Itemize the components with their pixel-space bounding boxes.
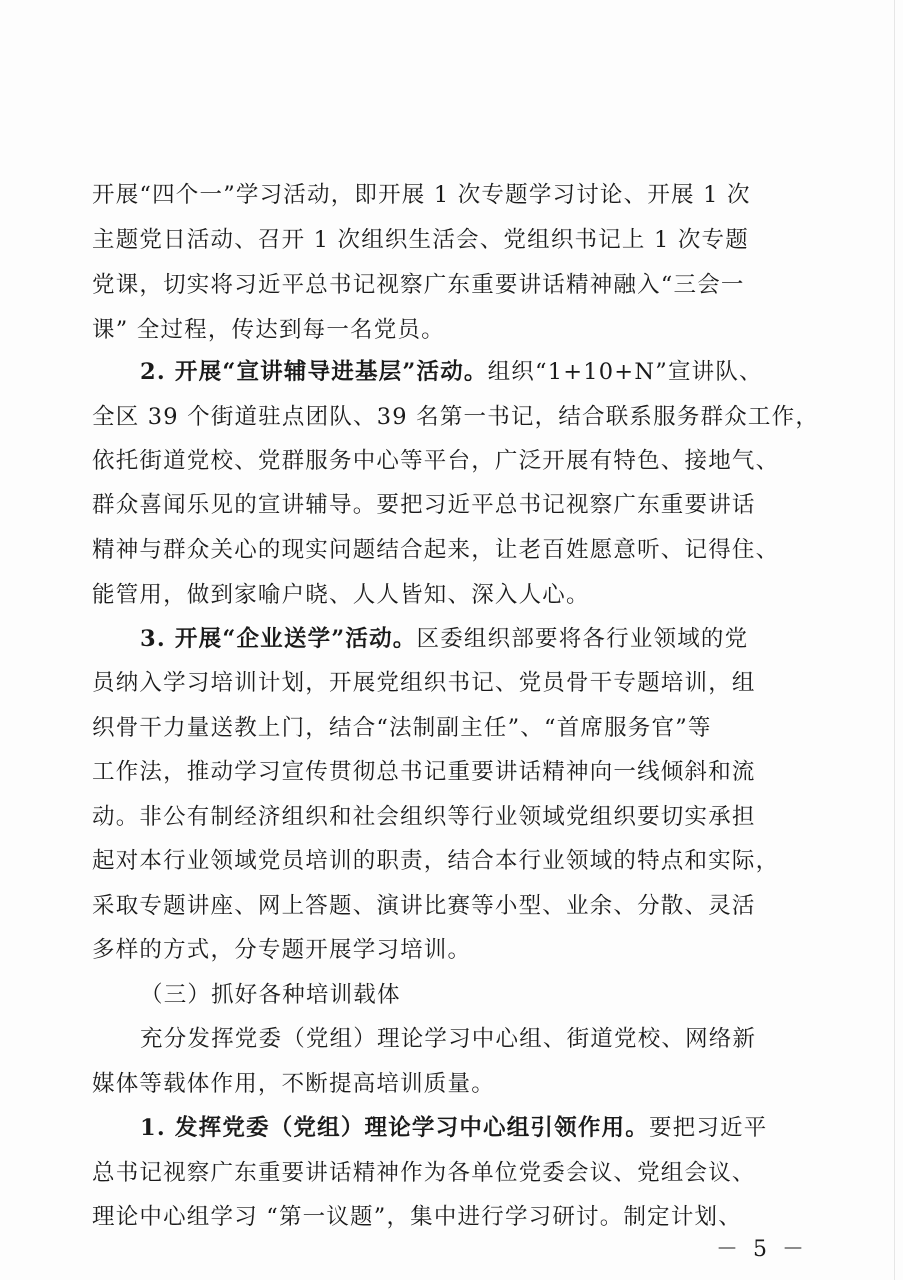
text-line: 媒体等载体作用，不断提高培训质量。 [92, 1071, 495, 1097]
text-line: 依托街道党校、党群服务中心等平台，广泛开展有特色、接地气、 [92, 448, 780, 474]
text-line: 起对本行业领域党员培训的职责，结合本行业领域的特点和实际， [92, 848, 780, 874]
text-line: 精神与群众关心的现实问题结合起来，让老百姓愿意听、记得住、 [92, 537, 780, 563]
paragraph-line [140, 624, 748, 654]
text-line: 员纳入学习培训计划，开展党组织书记、党员骨干专题培训，组 [92, 670, 756, 696]
text-line: 群众喜闻乐见的宣讲辅导。要把习近平总书记视察广东重要讲话 [92, 492, 756, 518]
paragraph-line [140, 1113, 767, 1143]
subsection-heading: （三）抓好各种培训载体 [140, 982, 401, 1008]
text-run: 要把习近平 [648, 1115, 768, 1141]
section-heading: 1. 发挥党委（党组）理论学习中心组引领作用。 [140, 1115, 649, 1141]
text-run: 组织“1+10+N”宣讲队、 [487, 359, 763, 385]
text-line: 开展“四个一”学习活动，即开展 1 次专题学习讨论、开展 1 次 [92, 182, 751, 208]
page-edge-line [894, 0, 895, 1280]
paragraph-line [140, 357, 763, 387]
text-line: 工作法，推动学习宣传贯彻总书记重要讲话精神向一线倾斜和流 [92, 759, 756, 785]
text-line: 总书记视察广东重要讲话精神作为各单位党委会议、党组会议、 [92, 1160, 756, 1186]
text-run: 区委组织部要将各行业领域的党 [416, 626, 749, 652]
text-line: 采取专题讲座、网上答题、演讲比赛等小型、业余、分散、灵活 [92, 893, 756, 919]
text-line: 理论中心组学习 “第一议题”，集中进行学习研讨。制定计划、 [92, 1204, 742, 1230]
text-line: 充分发挥党委（党组）理论学习中心组、街道党校、网络新 [140, 1026, 757, 1052]
text-line: 全区 39 个街道驻点团队、39 名第一书记，结合联系服务群众工作， [92, 404, 820, 430]
text-line: 织骨干力量送教上门，结合“法制副主任”、“首席服务官”等 [92, 715, 712, 741]
section-heading: 2. 开展“宣讲辅导进基层”活动。 [140, 359, 488, 385]
section-heading: 3. 开展“企业送学”活动。 [140, 626, 417, 652]
text-line: 动。非公有制经济组织和社会组织等行业领域党组织要切实承担 [92, 804, 756, 830]
text-line: 多样的方式，分专题开展学习培训。 [92, 937, 472, 963]
page-number: － 5 － [716, 1237, 808, 1262]
text-line: 主题党日活动、召开 1 次组织生活会、党组织书记上 1 次专题 [92, 227, 749, 253]
text-line: 能管用，做到家喻户晓、人人皆知、深入人心。 [92, 582, 590, 608]
text-line: 课” 全过程，传达到每一名党员。 [92, 317, 445, 343]
text-line: 党课，切实将习近平总书记视察广东重要讲话精神融入“三会一 [92, 272, 745, 298]
